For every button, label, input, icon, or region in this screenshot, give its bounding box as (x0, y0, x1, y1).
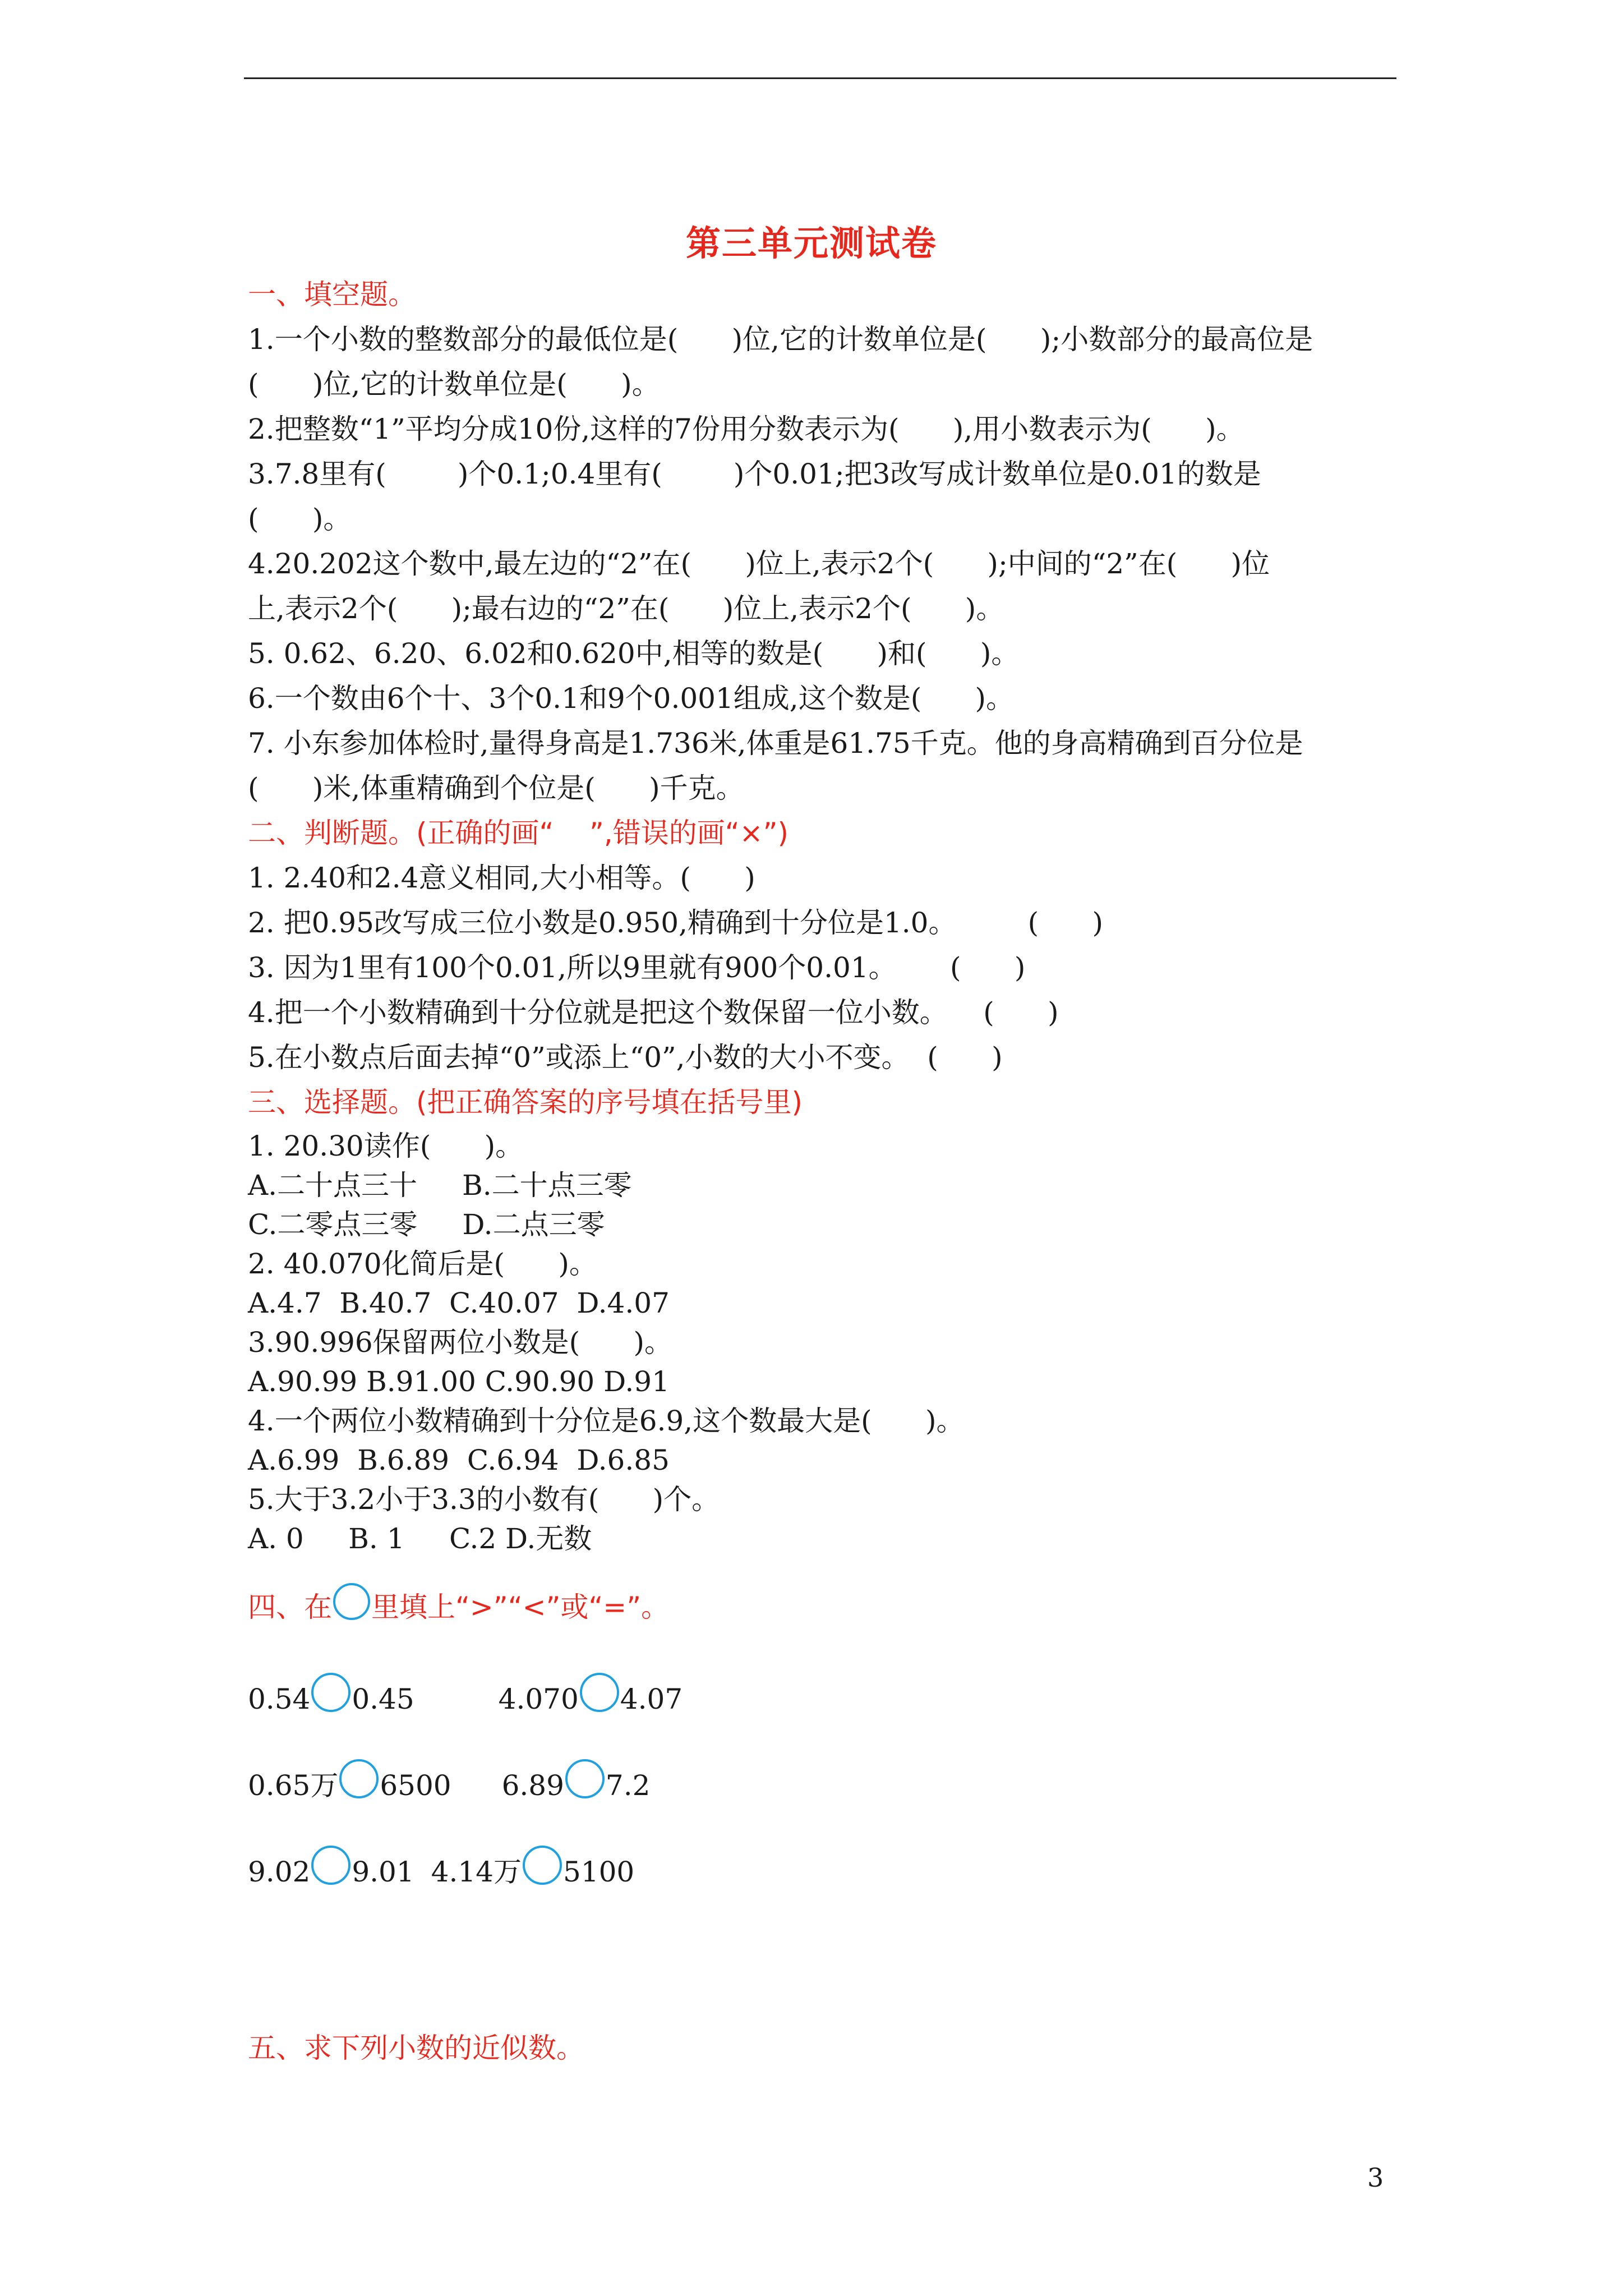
choice-q3: 3.90.996保留两位小数是( )。 (248, 1326, 673, 1359)
choice-q2: 2. 40.070化简后是( )。 (248, 1248, 597, 1280)
compare-circle[interactable] (565, 1759, 605, 1798)
fill-q7-line1: 7. 小东参加体检时,量得身高是1.736米,体重是61.75千克。他的身高精确到百分位是 (248, 727, 1303, 760)
fill-q6: 6.一个数由6个十、3个0.1和9个0.001组成,这个数是( )。 (248, 682, 1015, 715)
compare-circle[interactable] (523, 1846, 562, 1885)
compare-right: 6500 (380, 1769, 451, 1802)
compare-circle[interactable] (339, 1759, 379, 1798)
section-5-heading: 五、求下列小数的近似数。 (248, 2032, 584, 2064)
choice-q1-options-row2 (248, 1206, 605, 1243)
compare-circle[interactable] (311, 1673, 351, 1712)
section-4-heading-pre: 四、在 (248, 1591, 332, 1623)
fill-q1-line2: ( )位,它的计数单位是( )。 (248, 368, 660, 401)
compare-circle[interactable] (311, 1846, 351, 1885)
compare-row-2 (248, 1759, 650, 1804)
judge-q5: 5.在小数点后面去掉“0”或添上“0”,小数的大小不变。 ( ) (248, 1041, 1003, 1074)
choice-q3-options: A.90.99 B.91.00 C.90.90 D.91 (248, 1365, 670, 1398)
fill-q5: 5. 0.62、6.20、6.02和0.620中,相等的数是( )和( )。 (248, 637, 1020, 670)
page-number: 3 (1367, 2162, 1384, 2193)
compare-row-3 (248, 1846, 634, 1890)
fill-q3-line2: ( )。 (248, 503, 352, 535)
fill-q7-line2: ( )米,体重精确到个位是( )千克。 (248, 772, 744, 804)
compare-left: 9.02 (248, 1856, 311, 1888)
fill-q4-line2: 上,表示2个( );最右边的“2”在( )位上,表示2个( )。 (248, 592, 1004, 625)
judge-q4: 4.把一个小数精确到十分位就是把这个数保留一位小数。 ( ) (248, 996, 1059, 1029)
circle-icon (333, 1583, 370, 1620)
header-rule (244, 77, 1396, 79)
compare-left: 0.65万 (248, 1769, 339, 1802)
section-2-heading: 二、判断题。(正确的画“ ”,错误的画“×”) (248, 817, 789, 849)
page-title: 第三单元测试卷 (685, 223, 937, 264)
section-4-heading (248, 1583, 669, 1626)
compare-left: 6.89 (501, 1769, 564, 1802)
choice-q1: 1. 20.30读作( )。 (248, 1130, 524, 1162)
choice-q5: 5.大于3.2小于3.3的小数有( )个。 (248, 1483, 720, 1516)
choice-q4: 4.一个两位小数精确到十分位是6.9,这个数最大是( )。 (248, 1405, 965, 1437)
fill-q4-line1: 4.20.202这个数中,最左边的“2”在( )位上,表示2个( );中间的“2”在( )位 (248, 547, 1270, 580)
option-a: A.二十点三十 (248, 1169, 418, 1202)
compare-left: 0.54 (248, 1683, 311, 1715)
section-4-heading-post: 里填上“>”“<”或“=”。 (371, 1591, 670, 1623)
judge-q1: 1. 2.40和2.4意义相同,大小相等。( ) (248, 862, 755, 894)
compare-right: 0.45 (352, 1683, 414, 1715)
compare-right: 5100 (562, 1856, 635, 1888)
judge-q3: 3. 因为1里有100个0.01,所以9里就有900个0.01。 ( ) (248, 951, 1026, 984)
choice-q2-options: A.4.7 B.40.7 C.40.07 D.4.07 (248, 1287, 670, 1319)
compare-left: 4.070 (498, 1683, 579, 1715)
compare-circle[interactable] (580, 1673, 619, 1712)
compare-right: 4.07 (620, 1683, 683, 1715)
choice-q1-options-row1 (248, 1167, 632, 1204)
compare-row-1 (248, 1673, 683, 1718)
section-3-heading: 三、选择题。(把正确答案的序号填在括号里) (248, 1086, 803, 1119)
choice-q4-options: A.6.99 B.6.89 C.6.94 D.6.85 (248, 1444, 670, 1476)
choice-q5-options: A. 0 B. 1 C.2 D.无数 (248, 1522, 592, 1555)
option-b: B.二十点三零 (462, 1169, 632, 1202)
judge-q2: 2. 把0.95改写成三位小数是0.950,精确到十分位是1.0。 ( ) (248, 907, 1103, 939)
fill-q1-line1: 1.一个小数的整数部分的最低位是( )位,它的计数单位是( );小数部分的最高位是 (248, 323, 1313, 356)
fill-q2: 2.把整数“1”平均分成10份,这样的7份用分数表示为( ),用小数表示为( )。 (248, 413, 1244, 445)
fill-q3-line1: 3.7.8里有( )个0.1;0.4里有( )个0.01;把3改写成计数单位是0.01的数是 (248, 458, 1261, 490)
option-d: D.二点三零 (462, 1208, 605, 1241)
option-c: C.二零点三零 (248, 1208, 418, 1241)
compare-right: 7.2 (605, 1769, 651, 1802)
compare-right: 9.01 (352, 1856, 414, 1888)
compare-left: 4.14万 (431, 1856, 522, 1888)
section-1-heading: 一、填空题。 (248, 278, 416, 311)
